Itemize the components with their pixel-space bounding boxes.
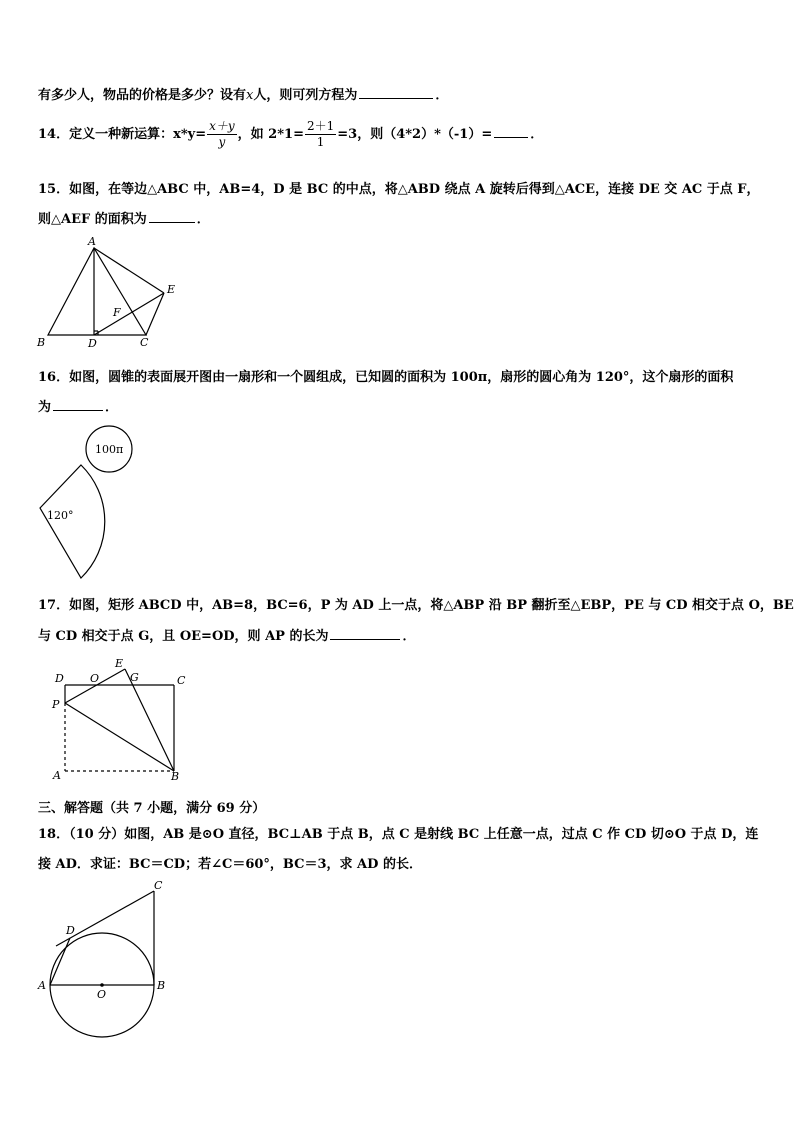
label-a: A: [53, 769, 61, 782]
q16-text: 为: [38, 400, 52, 415]
section3-title: 三、解答题（共 7 小题，满分 69 分）: [38, 801, 266, 816]
q15-line1: 15．如图，在等边△ABC 中，AB=4，D 是 BC 的中点，将△ABD 绕点 A 旋转后得到△ACE，连接 DE 交 AC 于点 F，: [38, 182, 760, 197]
tangent-cd: [56, 891, 154, 946]
q13-answer-blank[interactable]: [359, 87, 433, 99]
q14-text-b: ，如 2*1=: [237, 127, 304, 142]
q14-fraction-definition: [207, 119, 237, 150]
triangle-abc: [48, 248, 146, 335]
label-b: B: [37, 336, 46, 349]
q18-line2: 接 AD．求证：BC＝CD；若∠C＝60°，BC＝3，求 AD 的长．: [38, 857, 422, 872]
q17-text: 与 CD 相交于点 G，且 OE=OD，则 AP 的长为: [38, 629, 329, 644]
label-c: C: [154, 879, 163, 892]
q18-line1: 18．（10 分）如图，AB 是⊙O 直径，BC⊥AB 于点 B，点 C 是射线 BC 上任意一点，过点 C 作 CD 切⊙O 于点 D，连: [38, 827, 759, 842]
q13-var-x: x: [246, 88, 254, 103]
label-o: O: [97, 988, 107, 1001]
q18-figure: [34, 877, 174, 1057]
q17-figure: [50, 655, 190, 785]
q15-text-end: ．: [196, 212, 210, 227]
q13-text-b: 人，则可列方程为: [253, 88, 358, 103]
label-b: B: [157, 979, 166, 992]
label-o: O: [90, 672, 100, 685]
label-a: A: [88, 235, 96, 248]
q14-frac2-den: 1: [316, 135, 325, 149]
q14-text-c: =3，则（4*2）*（-1）=: [337, 127, 493, 142]
q17-line1: 17．如图，矩形 ABCD 中，AB=8，BC=6，P 为 AD 上一点，将△ABP 沿 BP 翻折至△EBP，PE 与 CD 相交于点 O，BE: [38, 598, 794, 613]
label-b: B: [171, 770, 180, 783]
q16-figure: [36, 422, 146, 582]
q13-text-a: 有多少人，物品的价格是多少？设有: [38, 88, 247, 103]
label-a: A: [38, 979, 46, 992]
q15-answer-blank[interactable]: [149, 211, 195, 223]
q17-text-end: ．: [402, 629, 416, 644]
segment-ce: [146, 293, 164, 335]
q16-text-end: ．: [105, 400, 119, 415]
label-e: E: [115, 657, 124, 670]
q16-line1: 16．如图，圆锥的表面展开图由一扇形和一个圆组成，已知圆的面积为 100π，扇形的圆心角为 120°，这个扇形的面积: [38, 370, 734, 385]
q15-line2: [38, 208, 210, 227]
label-e: E: [167, 283, 176, 296]
q17-answer-blank[interactable]: [330, 628, 400, 640]
label-c: C: [140, 336, 149, 349]
q17-line2: [38, 625, 415, 644]
q14-text-a: 14．定义一种新运算：x*y=: [38, 127, 207, 142]
q15-figure: [36, 234, 186, 352]
q16-answer-blank[interactable]: [53, 399, 103, 411]
label-f: F: [113, 306, 121, 319]
q15-text: 则△AEF 的面积为: [38, 212, 147, 227]
label-g: G: [130, 671, 139, 684]
q14-frac1-den: y: [218, 135, 226, 149]
q14-answer-blank[interactable]: [494, 126, 528, 138]
q13-continuation: [38, 84, 448, 103]
circle-area-label: 100π: [95, 443, 124, 456]
q13-text-end: ．: [435, 88, 449, 103]
label-p: P: [52, 698, 60, 711]
q16-line2: [38, 396, 118, 415]
q14-fraction-example: [305, 119, 336, 150]
label-d: D: [66, 924, 75, 937]
q14-line: [38, 119, 543, 150]
q14-frac2-num: 2＋1: [306, 119, 335, 133]
q17-figure-lines: [65, 669, 174, 771]
q14-text-end: ．: [530, 127, 544, 142]
segment-ae: [94, 248, 164, 293]
segment-de: [94, 293, 164, 335]
q14-frac1-num: x＋y: [209, 119, 235, 133]
segment-ad: [50, 938, 70, 985]
label-d: D: [55, 672, 64, 685]
label-c: C: [177, 674, 186, 687]
label-d: D: [88, 337, 97, 350]
q18-figure-lines: [50, 891, 154, 1037]
q15-figure-lines: [48, 248, 164, 335]
sector-angle-label: 120°: [47, 509, 74, 522]
center-point-o: [100, 983, 104, 987]
